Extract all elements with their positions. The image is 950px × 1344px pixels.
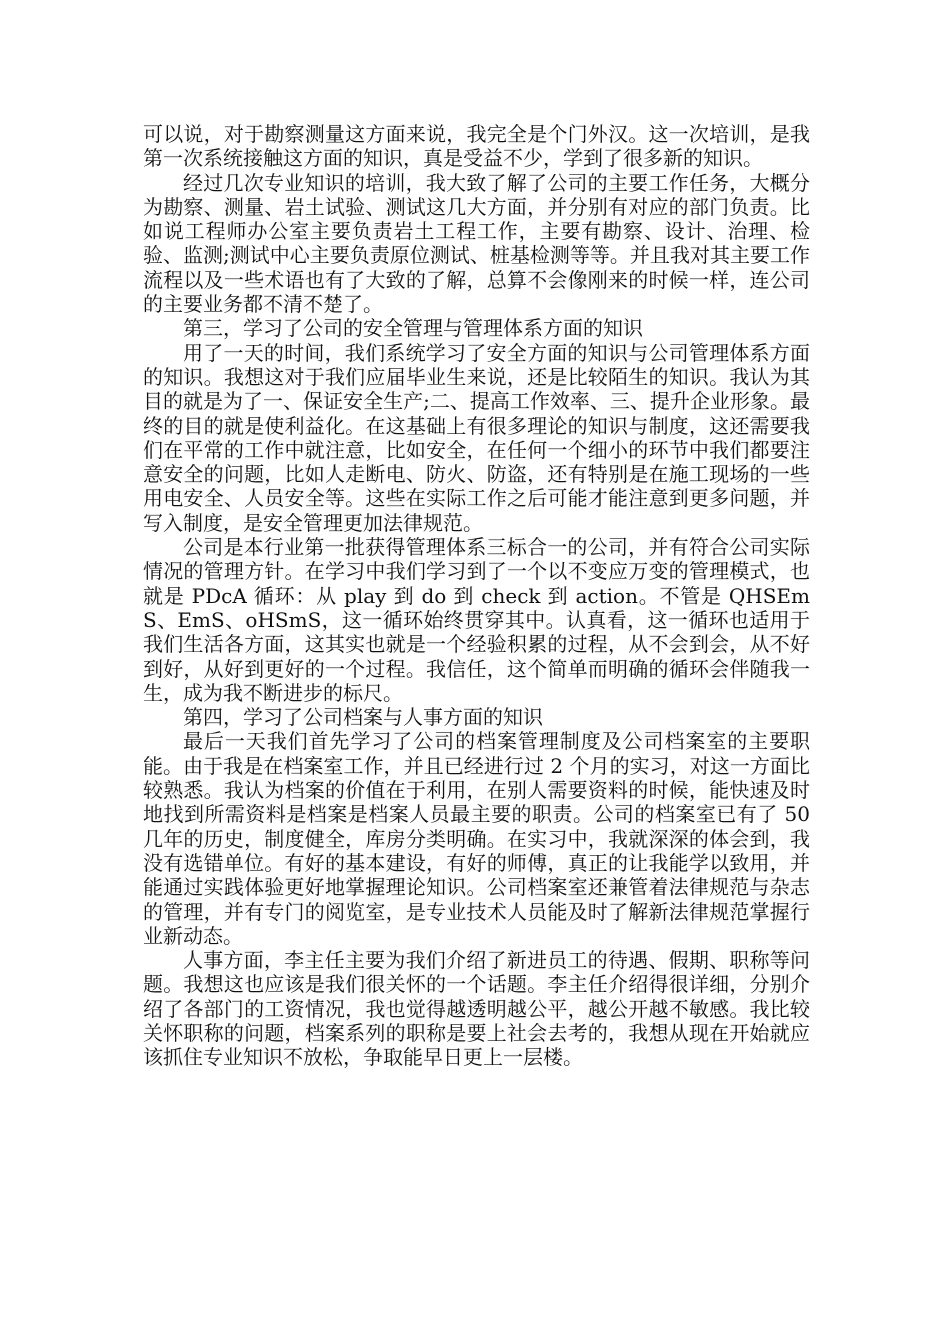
paragraph-archives: 最后一天我们首先学习了公司的档案管理制度及公司档案室的主要职能。由于我是在档案室工作，并且已经进行过 2 个月的实习，对这一方面比较熟悉。我认为档案的价值在于利用，在别人需要资料的时候，能快速及时地找到所需资料是档案是档案人员最主要的职责。公司的档案室已有了 50 几年的历史，制度健全，库房分类明确。在实习中，我就深深的体会到，我没有选错单位。有好的基本建设，有好的师傅，真正的让我能学以致用，并能通过实践体验更好地掌握理论知识。公司档案室还兼管着法律规范与杂志的管理，并有专门的阅览室，是专业技术人员能及时了解新法律规范掌握行业新动态。	[143, 729, 810, 948]
paragraph-training-overview: 经过几次专业知识的培训，我大致了解了公司的主要工作任务，大概分为勘察、测量、岩土试验、测试这几大方面，并分别有对应的部门负责。比如说工程师办公室主要负责岩土工程工作，主要有勘察、设计、治理、检验、监测;测试中心主要负责原位测试、桩基检测等等。并且我对其主要工作流程以及一些术语也有了大致的了解，总算不会像刚来的时候一样，连公司的主要业务都不清不楚了。	[143, 170, 810, 317]
document-body	[143, 122, 810, 1070]
paragraph-safety: 用了一天的时间，我们系统学习了安全方面的知识与公司管理体系方面的知识。我想这对于我们应届毕业生来说，还是比较陌生的知识。我认为其目的就是为了一、保证安全生产;二、提高工作效率、三、提升企业形象。最终的目的就是使利益化。在这基础上有很多理论的知识与制度，这还需要我们在平常的工作中就注意，比如安全，在任何一个细小的环节中我们都要注意安全的问题，比如人走断电、防火、防盗，还有特别是在施工现场的一些用电安全、人员安全等。这些在实际工作之后可能才能注意到更多问题，并写入制度，是安全管理更加法律规范。	[143, 340, 810, 535]
section-heading-archives: 第四，学习了公司档案与人事方面的知识	[183, 705, 543, 730]
paragraph-personnel: 人事方面，李主任主要为我们介绍了新进员工的待遇、假期、职称等问题。我想这也应该是我们很关怀的一个话题。李主任介绍得很详细，分别介绍了各部门的工资情况，我也觉得越透明越公平，越公开越不敏感。我比较关怀职称的问题，档案系列的职称是要上社会去考的，我想从现在开始就应该抓住专业知识不放松，争取能早日更上一层楼。	[143, 948, 810, 1070]
paragraph-intro: 可以说，对于勘察测量这方面来说，我完全是个门外汉。这一次培训，是我第一次系统接触这方面的知识，真是受益不少，学到了很多新的知识。	[143, 122, 810, 171]
section-heading-safety: 第三，学习了公司的安全管理与管理体系方面的知识	[183, 316, 643, 341]
paragraph-management-system: 公司是本行业第一批获得管理体系三标合一的公司，并有符合公司实际情况的管理方针。在学习中我们学习到了一个以不变应万变的管理模式，也就是 PDcA 循环：从 play 到 do 到 check 到 action。不管是 QHSEmS、EmS、oHSmS，这一循环始终贯穿其中。认真看，这一循环也适用于我们生活各方面，这其实也就是一个经验积累的过程，从不会到会，从不好到好，从好到更好的一个过程。我信任，这个简单而明确的循环会伴随我一生，成为我不断进步的标尺。	[143, 535, 810, 705]
